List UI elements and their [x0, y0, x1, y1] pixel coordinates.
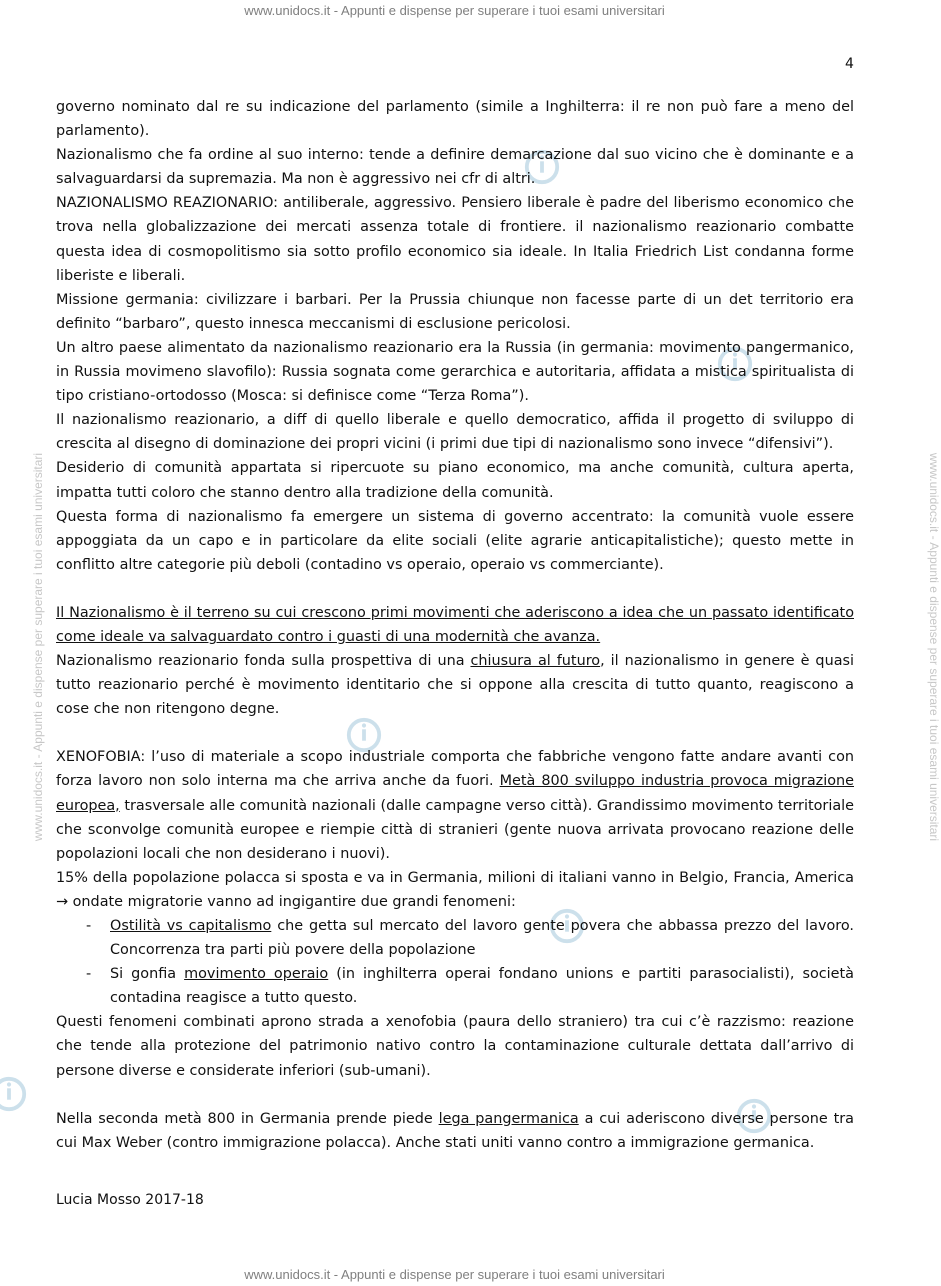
- paragraph: Questa forma di nazionalismo fa emergere un sistema di governo accentrato: la comunità vuole essere appoggiata da un capo e in particolare da elite sociali (elite agrarie anticapitalistiche); questo mette in conflitto altre categorie più deboli (contadino vs operaio, operaio vs commerciante).: [56, 508, 854, 573]
- blank-line: [56, 721, 854, 745]
- underlined-text: chiusura al futuro: [470, 653, 601, 670]
- watermark-header[interactable]: www.unidocs.it - Appunti e dispense per superare i tuoi esami universitari: [244, 3, 665, 18]
- paragraph: 15% della popolazione polacca si sposta e va in Germania, milioni di italiani vanno in Belgio, Francia, America → ondate migratorie vanno ad ingigantire due grandi fenomeni:: [56, 869, 854, 910]
- watermark-right-side: www.unidocs.it - Appunti e dispense per superare i tuoi esami universitari: [927, 452, 941, 842]
- blank-line: [56, 1083, 854, 1107]
- bullet-dash: -: [86, 966, 92, 983]
- page-number: 4: [845, 56, 854, 72]
- document-body: [56, 95, 854, 1155]
- text-run: trasversale alle comunità nazionali (dalle campagne verso città). Grandissimo movimento territoriale che sconvolge comunità europee e riempie città di stranieri (gente nuova arrivata provocano reazione delle popolazioni locali che non desiderano i nuovi).: [56, 797, 854, 862]
- unidocs-logo-icon: [0, 1075, 28, 1113]
- underlined-text: movimento operaio: [184, 966, 329, 983]
- text-run: a cui aderiscono diverse persone tra cui Max Weber (contro immigrazione polacca). Anche stati uniti vanno contro a immigrazione germanica.: [56, 1110, 854, 1151]
- list-item: [56, 914, 854, 962]
- paragraph: [56, 1107, 854, 1155]
- text-run: Si gonfia: [110, 966, 185, 983]
- paragraph: Questi fenomeni combinati aprono strada a xenofobia (paura dello straniero) tra cui c’è razzismo: reazione che tende alla protezione del patrimonio nativo contro la contaminazione culturale dettata dall’arrivo di persone diverse e considerate inferiori (sub-umani).: [56, 1014, 854, 1079]
- paragraph: Nazionalismo che fa ordine al suo interno: tende a definire demarcazione dal suo vicino che è dominante e a salvaguardarsi da supremazia. Ma non è aggressivo nei cfr di altri.: [56, 147, 854, 188]
- paragraph: [56, 745, 854, 865]
- text-run: Nazionalismo reazionario fonda sulla prospettiva di una: [56, 653, 471, 670]
- watermark-left-side: www.unidocs.it - Appunti e dispense per superare i tuoi esami universitari: [31, 452, 46, 842]
- paragraph: [56, 649, 854, 721]
- underlined-text: Ostilità vs capitalismo: [110, 918, 272, 934]
- footer-author: Lucia Mosso 2017-18: [56, 1192, 204, 1208]
- watermark-footer[interactable]: www.unidocs.it - Appunti e dispense per superare i tuoi esami universitari: [244, 1267, 665, 1282]
- paragraph: Missione germania: civilizzare i barbari. Per la Prussia chiunque non facesse parte di un det territorio era definito “barbaro”, questo innesca meccanismi di esclusione pericolosi.: [56, 291, 854, 332]
- paragraph: governo nominato dal re su indicazione del parlamento (simile a Inghilterra: il re non può fare a meno del parlamento).: [56, 99, 854, 140]
- text-run: (in inghilterra operai fondano unions e partiti parasocialisti), società contadina reagisce a tutto questo.: [110, 966, 854, 1007]
- text-run: Nella seconda metà 800 in Germania prende piede: [56, 1110, 439, 1127]
- paragraph: Un altro paese alimentato da nazionalismo reazionario era la Russia (in germania: movimento pangermanico, in Russia movimeno slavofilo): Russia sognata come gerarchica e autoritaria, affidata a mistica spiritualista di tipo cristiano-ortodosso (Mosca: si definisce come “Terza Roma”).: [56, 339, 854, 405]
- blank-line: [56, 577, 854, 601]
- text-run: XENOFOBIA: l’uso di materiale a scopo industriale comporta che fabbriche vengono fatte andare avanti con forza lavoro non solo interna ma che arriva anche da fuori.: [56, 749, 854, 790]
- underlined-paragraph: Il Nazionalismo è il terreno su cui crescono primi movimenti che aderiscono a idea che un passato identificato come ideale va salvaguardato contro i guasti di una modernità che avanza.: [56, 604, 854, 645]
- underlined-text: lega pangermanica: [438, 1110, 579, 1127]
- paragraph: Desiderio di comunità appartata si ripercuote su piano economico, ma anche comunità, cultura aperta, impatta tutti coloro che stanno dentro alla tradizione della comunità.: [56, 460, 854, 501]
- paragraph: Il nazionalismo reazionario, a diff di quello liberale e quello democratico, affida il progetto di sviluppo di crescita al disegno di dominazione dei propri vicini (i primi due tipi di nazionalismo sono invece “difensivi”).: [56, 412, 854, 453]
- paragraph: NAZIONALISMO REAZIONARIO: antiliberale, aggressivo. Pensiero liberale è padre del liberismo economico che trova nella globalizzazione dei mercati assenza totale di frontiere. il nazionalismo reazionario combatte questa idea di cosmopolitismo sia sotto profilo economico sia ideale. In Italia Friedrich List condanna forme liberiste e liberali.: [56, 195, 854, 284]
- underlined-text: Metà 800 sviluppo industria provoca migrazione europea,: [56, 773, 854, 814]
- text-run: , il nazionalismo in genere è quasi tutto reazionario perché è movimento identitario che si oppone alla crescita di tutto quanto, reagiscono a cose che non ritengono degne.: [56, 653, 855, 718]
- bullet-dash: -: [86, 918, 92, 934]
- text-run: che getta sul mercato del lavoro gente povera che abbassa prezzo del lavoro. Concorrenza tra parti più povere della popolazione: [110, 918, 855, 959]
- list-item: [56, 962, 854, 1010]
